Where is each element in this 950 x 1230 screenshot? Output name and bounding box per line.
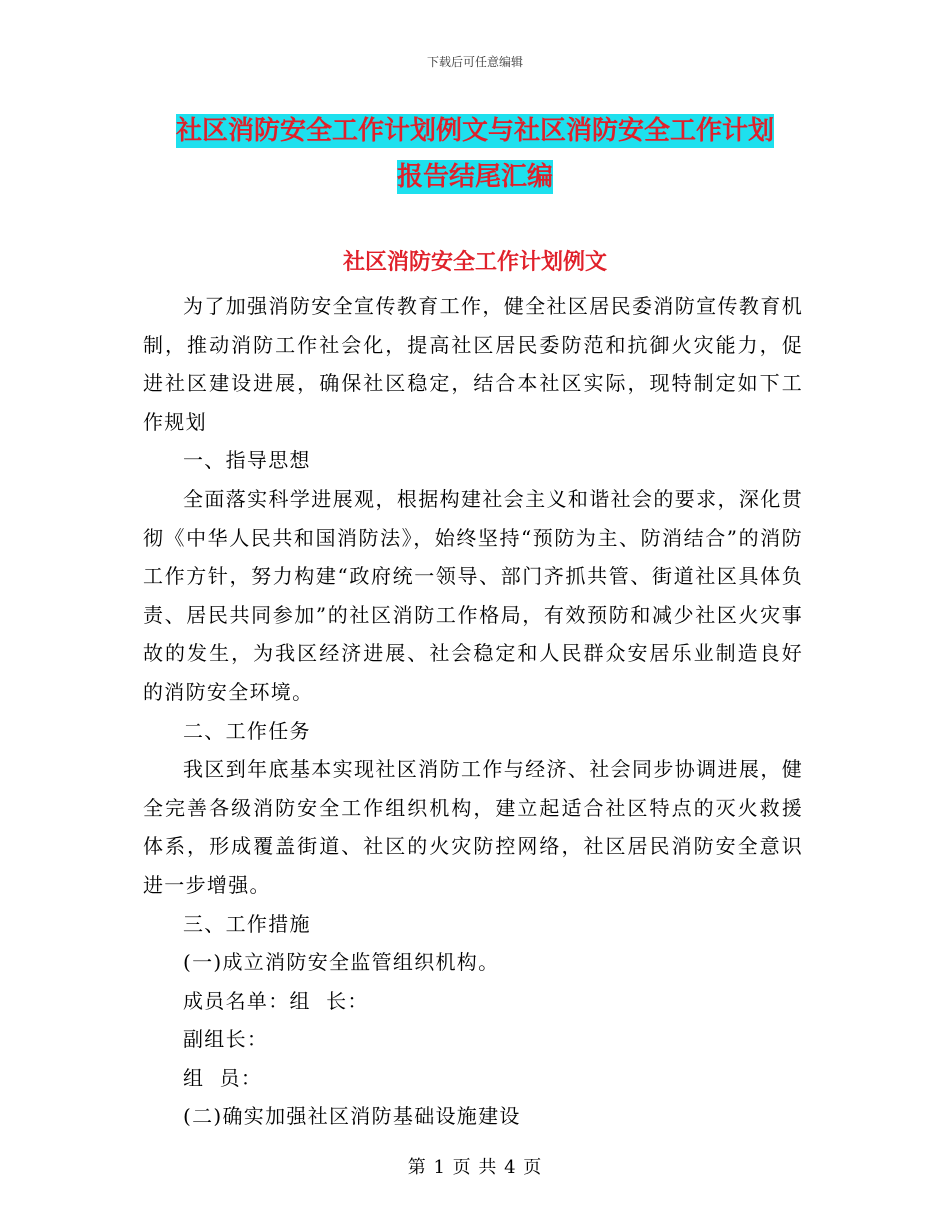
section-title: 社区消防安全工作计划例文 (342, 249, 607, 275)
paragraph-guiding-ideology: 全面落实科学进展观，根据构建社会主义和谐社会的要求，深化贯彻《中华人民共和国消防法》，始终坚持“预防为主、防消结合”的消防工作方针，努力构建“政府统一领导、部门齐抓共管、街道社区具体负责、居民共同参加”的社区消防工作格局，有效预防和减少社区火灾事故的发生，为我区经济进展、社会稳定和人民群众安居乐业制造良好的消防安全环境。 (143, 486, 803, 704)
item-measure-1: (一)成立消防安全监管组织机构。 (183, 950, 500, 975)
heading-work-measures: 三、工作措施 (183, 911, 311, 936)
header-note: 下载后可任意编辑 (426, 55, 523, 69)
paragraph-work-tasks: 我区到年底基本实现社区消防工作与经济、社会同步协调进展，健全完善各级消防安全工作组织机构，建立起适合社区特点的灭火救援体系，形成覆盖街道、社区的火灾防控网络，社区居民消防安全意识进一步增强。 (143, 757, 803, 897)
document-body (143, 287, 803, 1136)
member-list-members: 组 员： (183, 1065, 263, 1090)
heading-guiding-ideology: 一、指导思想 (183, 448, 311, 473)
heading-work-tasks: 二、工作任务 (183, 718, 311, 743)
member-list-leader: 成员名单：组 长： (183, 988, 369, 1013)
page-number: 第 1 页 共 4 页 (407, 1157, 543, 1178)
item-measure-2: (二)确实加强社区消防基础设施建设 (183, 1104, 521, 1129)
document-title-line-2: 报告结尾汇编 (396, 162, 553, 192)
document-title (140, 108, 810, 200)
member-list-deputy: 副组长： (183, 1027, 269, 1052)
paragraph-intro: 为了加强消防安全宣传教育工作，健全社区居民委消防宣传教育机制，推动消防工作社会化，提高社区居民委防范和抗御火灾能力，促进社区建设进展，确保社区稳定，结合本社区实际，现特制定如下工作规划 (143, 294, 803, 434)
document-title-line-1: 社区消防安全工作计划例文与社区消防安全工作计划 (175, 116, 774, 146)
